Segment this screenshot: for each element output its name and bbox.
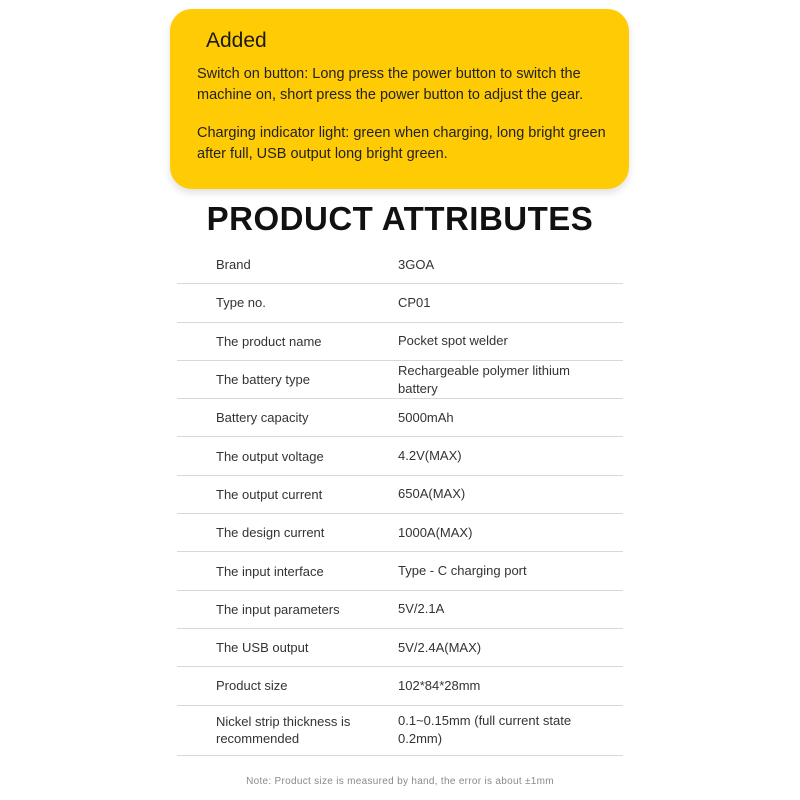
table-row [177, 476, 623, 514]
attribute-value: 3GOA [398, 256, 435, 272]
table-row [177, 591, 623, 629]
attribute-value: 0.1~0.15mm (full current state 0.2mm) [398, 713, 572, 747]
attribute-value: 4.2V(MAX) [398, 448, 462, 464]
attribute-value: 650A(MAX) [398, 486, 466, 502]
attribute-value: 5000mAh [398, 409, 454, 425]
attribute-label: The output voltage [216, 448, 324, 464]
table-row [177, 706, 623, 756]
measurement-note: Note: Product size is measured by hand, the error is about ±1mm [246, 776, 554, 787]
table-row [177, 552, 623, 590]
attribute-value: 102*84*28mm [398, 677, 481, 693]
table-row [177, 667, 623, 705]
attribute-label: Battery capacity [216, 410, 309, 426]
attribute-label: The design current [216, 525, 325, 541]
attribute-value: 5V/2.4A(MAX) [398, 639, 482, 655]
section-title: PRODUCT ATTRIBUTES [206, 200, 594, 237]
attribute-value: CP01 [398, 294, 431, 310]
table-row [177, 246, 623, 284]
table-row [177, 514, 623, 552]
attribute-label: The input parameters [216, 601, 340, 617]
attribute-label: Nickel strip thickness is recommended [216, 714, 351, 747]
added-notice-card [170, 9, 629, 189]
attribute-label: The product name [216, 333, 322, 349]
attribute-value: 1000A(MAX) [398, 524, 473, 540]
attribute-value: Rechargeable polymer lithium battery [398, 362, 570, 396]
attribute-value: Pocket spot welder [398, 333, 508, 349]
table-row [177, 323, 623, 361]
attribute-label: The battery type [216, 372, 310, 388]
attribute-label: The input interface [216, 563, 324, 579]
attribute-label: Product size [216, 678, 288, 694]
attribute-label: The output current [216, 486, 323, 502]
attribute-label: Brand [216, 257, 251, 273]
attribute-label: The USB output [216, 640, 309, 656]
table-row [177, 284, 623, 322]
table-row [177, 437, 623, 475]
notice-charging-description: Charging indicator light: green when charging, long bright green after full, USB output long bright green. [197, 125, 606, 162]
attribute-label: Type no. [216, 295, 266, 311]
notice-title: Added [206, 29, 267, 52]
notice-switch-description: Switch on button: Long press the power button to switch the machine on, short press the power button to adjust the gear. [197, 66, 584, 103]
attribute-value: 5V/2.1A [398, 601, 445, 617]
table-row [177, 361, 623, 399]
attribute-value: Type - C charging port [398, 563, 527, 579]
table-row [177, 399, 623, 437]
attributes-table [177, 246, 623, 756]
table-row [177, 629, 623, 667]
